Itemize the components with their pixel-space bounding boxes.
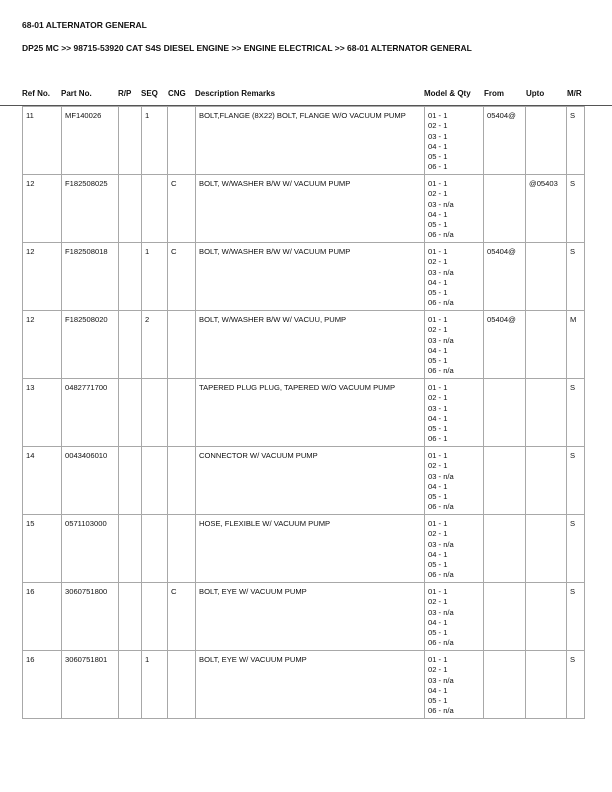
mr-cell: S bbox=[567, 447, 585, 515]
seq-cell bbox=[142, 447, 168, 515]
part-no-cell: 3060751801 bbox=[62, 651, 119, 719]
model-qty-line: 03 - 1 bbox=[428, 131, 448, 141]
breadcrumb: DP25 MC >> 98715-53920 CAT S4S DIESEL ENGINE >> ENGINE ELECTRICAL >> 68-01 ALTERNATOR GENERAL bbox=[22, 43, 472, 53]
rp-cell bbox=[119, 515, 142, 583]
upto-cell bbox=[526, 379, 567, 447]
model-qty-line: 01 - 1 bbox=[428, 383, 448, 392]
ref-no-cell: 14 bbox=[23, 447, 62, 515]
cng-cell: C bbox=[168, 175, 196, 243]
part-no-cell: 3060751800 bbox=[62, 583, 119, 651]
from-cell bbox=[484, 379, 526, 447]
model-qty-line: 06 - n/a bbox=[428, 638, 454, 648]
model-qty-line: 06 - n/a bbox=[428, 230, 454, 240]
table-row bbox=[23, 311, 585, 379]
header-from: From bbox=[484, 89, 504, 98]
model-qty-line: 01 - 1 bbox=[428, 179, 448, 188]
from-cell bbox=[484, 447, 526, 515]
from-cell: 05404@ bbox=[484, 311, 526, 379]
header-mr: M/R bbox=[567, 89, 582, 98]
seq-cell: 2 bbox=[142, 311, 168, 379]
mr-cell: S bbox=[567, 651, 585, 719]
description-cell: BOLT, W/WASHER B/W W/ VACUUM PUMP bbox=[196, 243, 425, 311]
cng-cell: C bbox=[168, 583, 196, 651]
part-no-cell: F182508018 bbox=[62, 243, 119, 311]
model-qty-line: 04 - 1 bbox=[428, 277, 448, 287]
seq-cell: 1 bbox=[142, 651, 168, 719]
ref-no-cell: 12 bbox=[23, 243, 62, 311]
model-qty-line: 06 - n/a bbox=[428, 570, 454, 580]
mr-cell: S bbox=[567, 107, 585, 175]
model-qty-line: 01 - 1 bbox=[428, 655, 448, 664]
table-row bbox=[23, 447, 585, 515]
model-qty-line: 05 - 1 bbox=[428, 356, 448, 366]
model-qty-line: 01 - 1 bbox=[428, 587, 448, 596]
header-cng: CNG bbox=[168, 89, 186, 98]
upto-cell: @05403 bbox=[526, 175, 567, 243]
upto-cell bbox=[526, 311, 567, 379]
rp-cell bbox=[119, 107, 142, 175]
rp-cell bbox=[119, 311, 142, 379]
header-seq: SEQ bbox=[141, 89, 158, 98]
model-qty-line: 06 - n/a bbox=[428, 706, 454, 716]
model-qty-line: 02 - 1 bbox=[428, 597, 448, 607]
rp-cell bbox=[119, 447, 142, 515]
part-no-cell: 0571103000 bbox=[62, 515, 119, 583]
rp-cell bbox=[119, 243, 142, 311]
cng-cell bbox=[168, 311, 196, 379]
table-row bbox=[23, 175, 585, 243]
rp-cell bbox=[119, 651, 142, 719]
model-qty-line: 03 - n/a bbox=[428, 607, 454, 617]
upto-cell bbox=[526, 243, 567, 311]
model-qty-line: 06 - 1 bbox=[428, 162, 448, 172]
mr-cell: S bbox=[567, 583, 585, 651]
ref-no-cell: 15 bbox=[23, 515, 62, 583]
upto-cell bbox=[526, 515, 567, 583]
header-description: Description Remarks bbox=[195, 89, 276, 98]
model-qty-line: 01 - 1 bbox=[428, 519, 448, 528]
header-ref-no: Ref No. bbox=[22, 89, 50, 98]
model-qty-line: 03 - 1 bbox=[428, 403, 448, 413]
model-qty-line: 03 - n/a bbox=[428, 539, 454, 549]
ref-no-cell: 12 bbox=[23, 311, 62, 379]
model-qty-line: 03 - n/a bbox=[428, 335, 454, 345]
page-title: 68-01 ALTERNATOR GENERAL bbox=[22, 20, 147, 30]
model-qty-line: 04 - 1 bbox=[428, 549, 448, 559]
model-qty-line: 02 - 1 bbox=[428, 529, 448, 539]
model-qty-line: 05 - 1 bbox=[428, 492, 448, 502]
model-qty-line: 03 - n/a bbox=[428, 267, 454, 277]
mr-cell: S bbox=[567, 515, 585, 583]
header-part-no: Part No. bbox=[61, 89, 92, 98]
description-cell: HOSE, FLEXIBLE W/ VACUUM PUMP bbox=[196, 515, 425, 583]
description-cell: BOLT, W/WASHER B/W W/ VACUU, PUMP bbox=[196, 311, 425, 379]
cng-cell bbox=[168, 107, 196, 175]
model-qty-line: 02 - 1 bbox=[428, 325, 448, 335]
model-qty-line: 04 - 1 bbox=[428, 413, 448, 423]
part-no-cell: 0482771700 bbox=[62, 379, 119, 447]
ref-no-cell: 16 bbox=[23, 651, 62, 719]
upto-cell bbox=[526, 651, 567, 719]
seq-cell bbox=[142, 175, 168, 243]
seq-cell bbox=[142, 515, 168, 583]
model-qty-line: 05 - 1 bbox=[428, 424, 448, 434]
part-no-cell: F182508020 bbox=[62, 311, 119, 379]
ref-no-cell: 16 bbox=[23, 583, 62, 651]
mr-cell: S bbox=[567, 175, 585, 243]
cng-cell bbox=[168, 379, 196, 447]
cng-cell bbox=[168, 515, 196, 583]
cng-cell bbox=[168, 651, 196, 719]
model-qty-line: 01 - 1 bbox=[428, 247, 448, 256]
from-cell: 05404@ bbox=[484, 243, 526, 311]
upto-cell bbox=[526, 107, 567, 175]
description-cell: BOLT, EYE W/ VACUUM PUMP bbox=[196, 583, 425, 651]
model-qty-cell bbox=[425, 107, 484, 175]
model-qty-cell bbox=[425, 515, 484, 583]
model-qty-line: 05 - 1 bbox=[428, 220, 448, 230]
model-qty-line: 02 - 1 bbox=[428, 461, 448, 471]
model-qty-cell bbox=[425, 175, 484, 243]
from-cell bbox=[484, 583, 526, 651]
table-row bbox=[23, 583, 585, 651]
model-qty-line: 04 - 1 bbox=[428, 141, 448, 151]
model-qty-line: 05 - 1 bbox=[428, 560, 448, 570]
table-row bbox=[23, 651, 585, 719]
ref-no-cell: 11 bbox=[23, 107, 62, 175]
upto-cell bbox=[526, 583, 567, 651]
model-qty-line: 03 - n/a bbox=[428, 199, 454, 209]
seq-cell bbox=[142, 379, 168, 447]
model-qty-cell bbox=[425, 243, 484, 311]
model-qty-cell bbox=[425, 311, 484, 379]
rp-cell bbox=[119, 379, 142, 447]
model-qty-line: 01 - 1 bbox=[428, 111, 448, 120]
table-row bbox=[23, 379, 585, 447]
description-cell: TAPERED PLUG PLUG, TAPERED W/O VACUUM PUMP bbox=[196, 379, 425, 447]
model-qty-cell bbox=[425, 583, 484, 651]
parts-table bbox=[22, 106, 585, 719]
model-qty-line: 06 - n/a bbox=[428, 298, 454, 308]
model-qty-line: 03 - n/a bbox=[428, 471, 454, 481]
model-qty-line: 02 - 1 bbox=[428, 189, 448, 199]
mr-cell: S bbox=[567, 243, 585, 311]
description-cell: CONNECTOR W/ VACUUM PUMP bbox=[196, 447, 425, 515]
table-row bbox=[23, 107, 585, 175]
model-qty-line: 05 - 1 bbox=[428, 152, 448, 162]
model-qty-cell bbox=[425, 447, 484, 515]
model-qty-cell bbox=[425, 651, 484, 719]
part-no-cell: MF140026 bbox=[62, 107, 119, 175]
model-qty-line: 04 - 1 bbox=[428, 617, 448, 627]
model-qty-line: 01 - 1 bbox=[428, 451, 448, 460]
model-qty-line: 04 - 1 bbox=[428, 481, 448, 491]
seq-cell: 1 bbox=[142, 107, 168, 175]
part-no-cell: 0043406010 bbox=[62, 447, 119, 515]
upto-cell bbox=[526, 447, 567, 515]
model-qty-line: 02 - 1 bbox=[428, 393, 448, 403]
header-rp: R/P bbox=[118, 89, 132, 98]
model-qty-line: 04 - 1 bbox=[428, 209, 448, 219]
model-qty-line: 06 - n/a bbox=[428, 502, 454, 512]
model-qty-cell bbox=[425, 379, 484, 447]
table-row bbox=[23, 515, 585, 583]
rp-cell bbox=[119, 175, 142, 243]
model-qty-line: 06 - 1 bbox=[428, 434, 448, 444]
model-qty-line: 04 - 1 bbox=[428, 345, 448, 355]
header-model-qty: Model & Qty bbox=[424, 89, 471, 98]
model-qty-line: 02 - 1 bbox=[428, 121, 448, 131]
from-cell: 05404@ bbox=[484, 107, 526, 175]
model-qty-line: 05 - 1 bbox=[428, 696, 448, 706]
mr-cell: M bbox=[567, 311, 585, 379]
model-qty-line: 04 - 1 bbox=[428, 685, 448, 695]
header-upto: Upto bbox=[526, 89, 545, 98]
from-cell bbox=[484, 175, 526, 243]
rp-cell bbox=[119, 583, 142, 651]
cng-cell: C bbox=[168, 243, 196, 311]
from-cell bbox=[484, 651, 526, 719]
mr-cell: S bbox=[567, 379, 585, 447]
ref-no-cell: 12 bbox=[23, 175, 62, 243]
description-cell: BOLT, EYE W/ VACUUM PUMP bbox=[196, 651, 425, 719]
model-qty-line: 06 - n/a bbox=[428, 366, 454, 376]
description-cell: BOLT,FLANGE (8X22) BOLT, FLANGE W/O VACUUM PUMP bbox=[196, 107, 425, 175]
seq-cell: 1 bbox=[142, 243, 168, 311]
table-row bbox=[23, 243, 585, 311]
model-qty-line: 01 - 1 bbox=[428, 315, 448, 324]
description-cell: BOLT, W/WASHER B/W W/ VACUUM PUMP bbox=[196, 175, 425, 243]
model-qty-line: 05 - 1 bbox=[428, 628, 448, 638]
cng-cell bbox=[168, 447, 196, 515]
ref-no-cell: 13 bbox=[23, 379, 62, 447]
model-qty-line: 03 - n/a bbox=[428, 675, 454, 685]
model-qty-line: 02 - 1 bbox=[428, 257, 448, 267]
model-qty-line: 02 - 1 bbox=[428, 665, 448, 675]
model-qty-line: 05 - 1 bbox=[428, 288, 448, 298]
part-no-cell: F182508025 bbox=[62, 175, 119, 243]
seq-cell bbox=[142, 583, 168, 651]
from-cell bbox=[484, 515, 526, 583]
